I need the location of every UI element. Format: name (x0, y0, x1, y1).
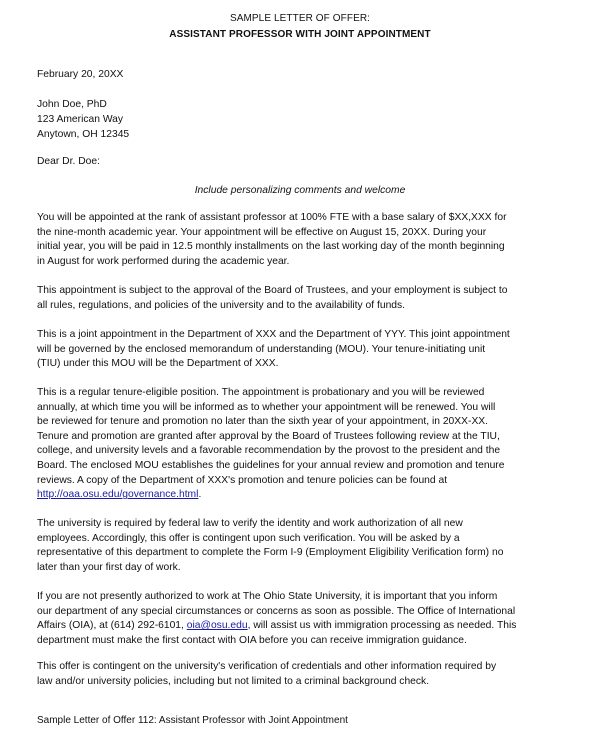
paragraph-line: This is a regular tenure-eligible position. The appointment is probationary and you will be reviewed (37, 387, 485, 398)
governance-link[interactable]: http://oaa.osu.edu/governance.html (37, 489, 199, 501)
paragraph-line: This appointment is subject to the approval of the Board of Trustees, and your employment is subject to (37, 285, 508, 296)
letter-date: February 20, 20XX (37, 69, 124, 80)
paragraph-line: This offer is contingent on the university's verification of credentials and other information required by (37, 661, 497, 672)
paragraph-line: If you are not presently authorized to work at The Ohio State University, it is important that you inform (37, 591, 498, 602)
personalization-note: Include personalizing comments and welcome (194, 185, 406, 196)
paragraph-line (37, 619, 557, 634)
paragraph-line: The university is required by federal law to verify the identity and work authorization of all new (37, 518, 463, 529)
recipient-street: 123 American Way (37, 114, 124, 125)
paragraph-line: Board. The enclosed MOU establishes the guidelines for your annual review and promotion and tenure (37, 459, 505, 471)
paragraph-line: department must make the first contact with OIA before you can receive immigration guidance. (37, 634, 467, 646)
page-footer: Sample Letter of Offer 112: Assistant Professor with Joint Appointment (37, 715, 348, 726)
paragraph-line: all rules, regulations, and policies of the university and to the availability of funds. (37, 299, 406, 311)
letter-title: SAMPLE LETTER OF OFFER: (229, 13, 371, 24)
paragraph-line: employees. Accordingly, this offer is contingent upon such verification. You will be asked by a (37, 532, 460, 544)
paragraph-line: This is a joint appointment in the Department of XXX and the Department of YYY. This joint appointment (37, 329, 510, 340)
paragraph-line: annually, at which time you will be informed as to whether your appointment will be renewed. You will (37, 401, 496, 413)
paragraph-line: the nine-month academic year. Your appointment will be effective on August 15, 20XX. During your (37, 226, 487, 238)
paragraph-approval (37, 284, 557, 313)
paragraph-appointment (37, 211, 557, 269)
paragraph-contingent (37, 660, 557, 689)
salutation: Dear Dr. Doe: (37, 156, 100, 167)
link-period: . (198, 489, 202, 501)
paragraph-line: representative of this department to complete the Form I-9 (Employment Eligibility Verification form) no (37, 547, 504, 559)
paragraph-line: initial year, you will be paid in 12.5 monthly installments on the last working day of the month beginning (37, 241, 505, 253)
paragraph-line: You will be appointed at the rank of assistant professor at 100% FTE with a base salary of $XX,XXX for (37, 212, 507, 223)
oia-email-link[interactable]: oia@osu.edu (186, 620, 248, 632)
recipient-city: Anytown, OH 12345 (37, 129, 130, 140)
paragraph-line: later than your first day of work. (37, 561, 181, 573)
paragraph-line: reviews. A copy of the Department of XXX's promotion and tenure policies can be found at (37, 474, 448, 486)
paragraph-line: law and/or university policies, including but not limited to a criminal background check. (37, 675, 430, 687)
paragraph-immigration (37, 590, 557, 648)
paragraph-tenure (37, 386, 557, 503)
paragraph-verification (37, 517, 557, 575)
paragraph-line: (TIU) under this MOU will be the Department of XXX. (37, 358, 279, 370)
paragraph-line: our department of any special circumstances or concerns as soon as possible. The Office of International (37, 605, 516, 617)
paragraph-line: college, and university levels and a favorable recommendation by the provost to the president and the (37, 445, 501, 457)
paragraph-line: be reviewed for tenure and promotion no later than the sixth year of your appointment, in 20XX-XX. (37, 416, 489, 428)
paragraph-line: Tenure and promotion are granted after approval by the Board of Trustees following review at the TIU, (37, 430, 500, 442)
paragraph-line: in August for work performed during the academic year. (37, 255, 290, 267)
paragraph-line: will be governed by the enclosed memorandum of understanding (MOU). Your tenure-initiating unit (37, 343, 486, 355)
recipient-name: John Doe, PhD (37, 99, 107, 110)
paragraph-joint (37, 328, 557, 372)
paragraph-line (37, 488, 557, 503)
oia-phone-text: Affairs (OIA), at (614) 292-6101, (37, 620, 187, 632)
oia-text-end: , will assist us with immigration processing as needed. This (247, 620, 517, 632)
letter-subtitle: ASSISTANT PROFESSOR WITH JOINT APPOINTMENT (169, 29, 431, 40)
